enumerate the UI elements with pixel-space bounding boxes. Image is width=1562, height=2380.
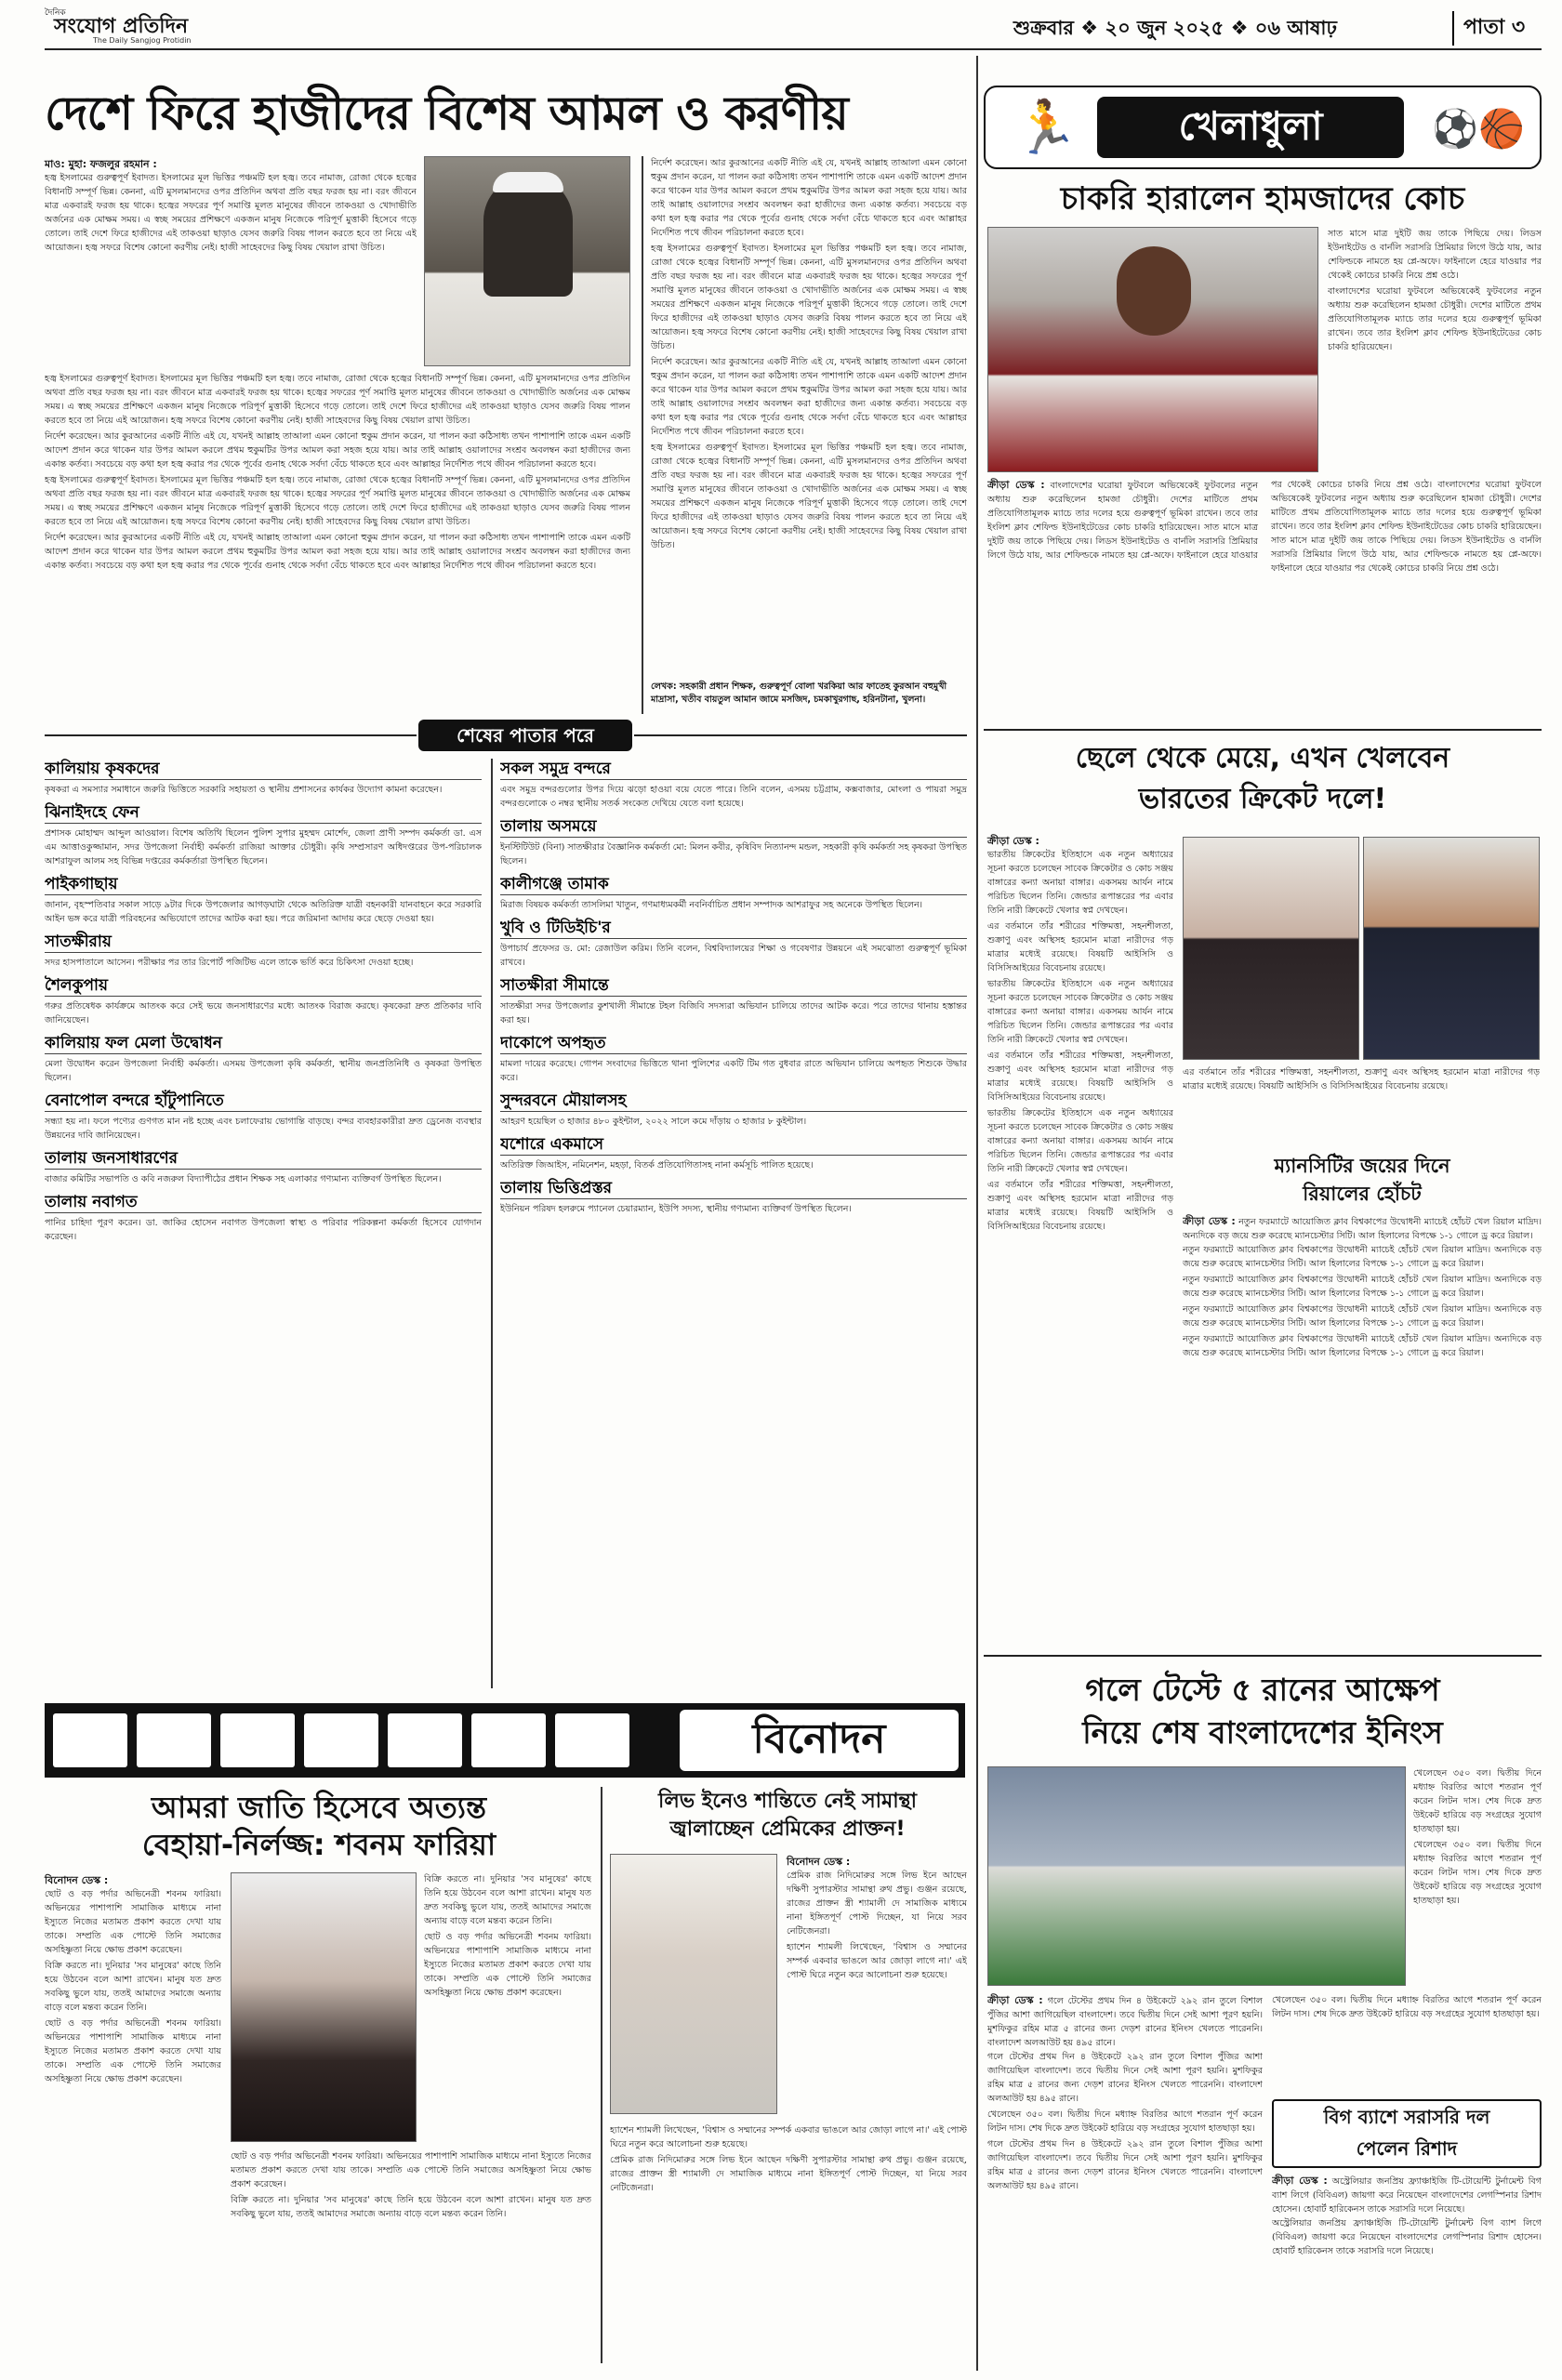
- lead-col2-text-4: হজ্ব ইসলামের গুরুত্বপূর্ণ ইবাদত। ইসলামের মূল ভিত্তির পঞ্চমটি হল হজ্ব। তবে নামাজ, রোজা থেকে হজ্বের বিধানটি সম্পূর্ণ ভিন্ন। কেননা, এটি মুসলমানদের ওপর প্রতিদিন অথবা প্রতি বছর ফরজ হয় না। বরং জীবনে মাত্র একবারই ফরজ হয় থাকে। হজ্বের সফরের পূর্ণ সমাপ্তি মূলত মানুষের জীবনে তাকওয়া ও খোদাভীতি অর্জনের এক মোক্ষম সময়। এ স্বচ্ছ সময়ের প্রশিক্ষণে একজন মানুষ নিজেকে পরিপূর্ণ মুত্তাকী হিসেবে গড়ে তোলে। তাই দেশে ফিরে হাজীদের এই তাকওয়া ছাড়াও যেসব জরুরি বিষয় পালন করতে হবে তা নিয়ে এই আয়োজন। হজ্ব সফরে বিশেষ কোনো করণীয় নেই। হাজী সাহেবদের কিছু বিষয় খেয়াল রাখা উচিত।: [651, 443, 967, 550]
- lead-column-1: [45, 171, 417, 366]
- sports-story1-headline: চাকরি হারালেন হামজাদের কোচ: [1060, 180, 1465, 218]
- lead-col2-text: নির্দেশ করেছেন। আর কুরআনের একটি নীতি এই যে, যখনই আল্লাহ তাআলা এমন কোনো হুকুম প্রদান করেন, যা পালন করা কঠিসাধ্য তখন পাশাপাশি তাকে এমন একটি আদেশ প্রদান করে থাকেন যার উপর আমল করলে প্রথম হুকুমটির উপর আমল করা সহজ হয়ে যায়। আর তাই আল্লাহ ওয়ালাদের সংশ্রব অবলম্বন করা হাজীদের জন্য একান্ত কর্তব্য। সবচেয়ে বড় কথা হল হজ্ব করার পর থেকে পূর্বের গুনাহ থেকে সর্বদা বেঁচে থাকতে হবে এবং আল্লাহর নির্দেশিত পথে জীবন পরিচালনা করতে হবে।: [651, 158, 967, 238]
- continued-item: [45, 1033, 482, 1085]
- sports-story5-headline-1: বিগ ব্যাশে সরাসরি দল: [1323, 2106, 1490, 2128]
- sports-story3-body: [1183, 1214, 1542, 1647]
- lead-column-2: [651, 156, 967, 677]
- ent-story1-text3-b: বিক্রি করতে না। দুনিয়ার 'সব মানুষের' কাছে তিনি হয়ে উঠবেন বলে আশা রাখেন। মানুষ যত দ্রুত সবকিছু ভুলে যায়, ততই আমাদের সমাজে অন্যায় বাড়ে বলে মন্তব্য করেন তিনি।: [231, 2195, 591, 2219]
- sports-story5-body: [1272, 2174, 1542, 2365]
- sports-story1-side: [1328, 227, 1542, 472]
- continued-item: [500, 975, 967, 1027]
- runner-icon: 🏃: [1013, 98, 1079, 158]
- entertainment-title: বিনোদন: [680, 1710, 959, 1771]
- ent-story1-text: ছোট ও বড় পর্দার অভিনেত্রী শবনম ফারিয়া। অভিনয়ের পাশাপাশি সামাজিক মাধ্যমে নানা ইস্যুতে নিজের মতামত প্রকাশ করতে দেখা যায় তাকে। সম্প্রতি এক পোস্টে তিনি সমাজের অসহিষ্ণুতা নিয়ে ক্ষোভ প্রকাশ করেছেন।: [45, 1889, 221, 1955]
- masthead-rule: [45, 48, 1542, 50]
- sports-story1-tag: ক্রীড়া ডেস্ক :: [987, 479, 1045, 491]
- coach-head: [1117, 246, 1191, 336]
- ent-story2-tag: বিনোদন ডেস্ক :: [787, 1856, 851, 1868]
- page-number: পাতা ৩: [1452, 11, 1525, 46]
- sports-rule-2: [984, 1655, 1542, 1657]
- continued-item-text: পানির চাহিদা পূরণ করেন। ডা. জাকির হোসেন নবাগত উপজেলা স্বাস্থ্য ও পরিবার পরিকল্পনা কর্মকর্তা হিসেবে যোগদান করেছেন।: [45, 1218, 482, 1242]
- continued-right-column: [500, 759, 967, 1688]
- lead-column-1-cont: [45, 372, 630, 688]
- sports-story1-text-d: সাত মাসে মাত্র দুইটি জয় তাকে পিছিয়ে দেয়। লিডস ইউনাইটেড ও বার্নলি সরাসরি প্রিমিয়ার লিগে উঠে যায়, আর শেফিল্ডকে নামতে হয় প্লে-অফে। ফাইনালে হেরে যাওয়ার পর থেকেই কোচের চাকরি নিয়ে প্রশ্ন ওঠে।: [1271, 536, 1542, 574]
- continued-item-text: সদর হাসপাতালে আসেন। পরীক্ষার পর তার রিপোর্ট পজিটিভ এলে তাকে ভর্তি করে চিকিৎসা দেওয়া হচ্ছে।: [45, 958, 414, 968]
- sports-story2-text-e: ভারতীয় ক্রিকেটের ইতিহাসে এক নতুন অধ্যায়ের সূচনা করতে চলেছেন সাবেক ক্রিকেটার ও কোচ সঞ্জয় বাঙ্গারের কন্যা অনায়া বাঙ্গার। একসময় আর্যন নামে পরিচিত ছিলেন তিনি। জেন্ডার রূপান্তরের পর এবার তিনি নারী ক্রিকেটে খেলার স্বপ্ন দেখছেন।: [987, 1108, 1173, 1174]
- ent-story1-headline-1: আমরা জাতি হিসেবে অত্যন্ত: [151, 1790, 487, 1825]
- sports-story2-text-c: ভারতীয় ক্রিকেটের ইতিহাসে এক নতুন অধ্যায়ের সূচনা করতে চলেছেন সাবেক ক্রিকেটার ও কোচ সঞ্জয় বাঙ্গারের কন্যা অনায়া বাঙ্গার। একসময় আর্যন নামে পরিচিত ছিলেন তিনি। জেন্ডার রূপান্তরের পর এবার তিনি নারী ক্রিকেটে খেলার স্বপ্ন দেখছেন।: [987, 979, 1173, 1045]
- continued-item-text: ইউনিয়ন পরিষদ হলরুমে প্যানেল চেয়ারম্যান, ইউপি সদস্য, স্থানীয় গণ্যমান্য ব্যক্তিবর্গ উপস্থিত ছিলেন।: [500, 1204, 852, 1214]
- ent-story1-headline-2: বেহায়া-নির্লজ্জ: শবনম ফারিয়া: [141, 1827, 496, 1862]
- ent-story2-text-b: হ্যাশেন শ্যামলী লিখেছেন, 'বিশ্বাস ও সম্মানের সম্পর্ক একবার ভাঙলে আর জোড়া লাগে না।' এই পোস্ট ঘিরে নতুন করে আলোচনা শুরু হয়েছে।: [787, 1942, 967, 1980]
- film-frame: [220, 1713, 295, 1767]
- sports-story3-tag: ক্রীড়া ডেস্ক :: [1183, 1215, 1236, 1227]
- continued-item-text: সন্ধ্যা হয় না। ফলে পণ্যের গুণগত মান নষ্ট হচ্ছে এবং চলাফেরায় ভোগান্তি বাড়ছে। বন্দর ব্যবহারকারীরা দ্রুত ড্রেনেজ ব্যবস্থার উন্নয়নের দাবি জানিয়েছেন।: [45, 1117, 482, 1141]
- continued-item-text: সাতক্ষীরা সদর উপজেলার কুশখালী সীমান্তে টহল বিজিবি সদস্যরা অভিযান চালিয়ে তাদের আটক করে। পরে তাদের থানায় হস্তান্তর করা হয়।: [500, 1001, 967, 1025]
- continued-item: [45, 759, 482, 797]
- continued-item-title: সাতক্ষীরায়: [45, 932, 482, 953]
- sports-rule-1: [984, 729, 1542, 731]
- continued-item-title: বেনাপোল বন্দরে হাঁটুপানিতে: [45, 1091, 482, 1112]
- continued-item-title: ঝিনাইদহে ফেন: [45, 802, 482, 824]
- ent-story1-col3: [231, 2149, 591, 2361]
- continued-item: [45, 874, 482, 926]
- sports-story2-side-text: এর বর্তমানে তাঁর শরীরের শক্তিমত্তা, সহনশীলতা, শুক্রাণু এবং অস্থিসহ হরমোন মাত্রা নারীদের গড় মাত্রার মধ্যেই রয়েছে। বিষয়টি আইসিসি ও বিসিসিআইয়ের বিবেচনায় রয়েছে।: [1183, 1067, 1540, 1091]
- ent-story1-text-3: ছোট ও বড় পর্দার অভিনেত্রী শবনম ফারিয়া। অভিনয়ের পাশাপাশি সামাজিক মাধ্যমে নানা ইস্যুতে নিজের মতামত প্রকাশ করতে দেখা যায় তাকে। সম্প্রতি এক পোস্টে তিনি সমাজের অসহিষ্ণুতা নিয়ে ক্ষোভ প্রকাশ করেছেন।: [45, 2018, 221, 2084]
- sports-story4-text: গলে টেস্টের প্রথম দিন ৪ উইকেটে ২৯২ রান তুলে বিশাল পুঁজির আশা জাগিয়েছিল বাংলাদেশ। তবে দ্বিতীয় দিনে সেই আশা পূরণ হয়নি। মুশফিকুর রহিম মাত্র ৫ রানের জন্য দেড়শ রানের ইনিংস খেলতে পারেননি। বাংলাদেশ অলআউট হয় ৪৯৫ রানে।: [987, 1996, 1263, 2048]
- continued-item-text: মামলা দায়ের করেছে। গোপন সংবাদের ভিত্তিতে থানা পুলিশের একটি টিম গত বুধবার রাতে অভিযান চালিয়ে অপহৃত শিশুকে উদ্ধার করে।: [500, 1059, 967, 1083]
- ent-story1-tag: বিনোদন ডেস্ক :: [45, 1874, 109, 1886]
- lead-col2-text-2: হজ্ব ইসলামের গুরুত্বপূর্ণ ইবাদত। ইসলামের মূল ভিত্তির পঞ্চমটি হল হজ্ব। তবে নামাজ, রোজা থেকে হজ্বের বিধানটি সম্পূর্ণ ভিন্ন। কেননা, এটি মুসলমানদের ওপর প্রতিদিন অথবা প্রতি বছর ফরজ হয় না। বরং জীবনে মাত্র একবারই ফরজ হয় থাকে। হজ্বের সফরের পূর্ণ সমাপ্তি মূলত মানুষের জীবনে তাকওয়া ও খোদাভীতি অর্জনের এক মোক্ষম সময়। এ স্বচ্ছ সময়ের প্রশিক্ষণে একজন মানুষ নিজেকে পরিপূর্ণ মুত্তাকী হিসেবে গড়ে তোলে। তাই দেশে ফিরে হাজীদের এই তাকওয়া ছাড়াও যেসব জরুরি বিষয় পালন করতে হবে তা নিয়ে এই আয়োজন। হজ্ব সফরে বিশেষ কোনো করণীয় নেই। হাজী সাহেবদের কিছু বিষয় খেয়াল রাখা উচিত।: [651, 244, 967, 351]
- lead-footer-credit: লেখক: সহকারী প্রধান শিক্ষক, গুরুত্বপূর্ণ বোলা খরকিয়া আর ফাতেহ কুরআন বহুমুখী মাদ্রাসা, খতীব বায়তুল আমান জামে মসজিদ, চমকাখুরগাছ, হরিনটানা, খুলনা।: [651, 681, 947, 705]
- paper-tagline: The Daily Sangjog Protidin: [93, 36, 192, 45]
- film-frame: [555, 1713, 629, 1767]
- main-column-divider: [976, 56, 978, 2371]
- sports-story4-text-d: গলে টেস্টের প্রথম দিন ৪ উইকেটে ২৯২ রান তুলে বিশাল পুঁজির আশা জাগিয়েছিল বাংলাদেশ। তবে দ্বিতীয় দিনে সেই আশা পূরণ হয়নি। মুশফিকুর রহিম মাত্র ৫ রানের জন্য দেড়শ রানের ইনিংস খেলতে পারেননি। বাংলাদেশ অলআউট হয় ৪৯৫ রানে।: [987, 2139, 1263, 2191]
- continued-item-title: দাকোপে অপহৃত: [500, 1033, 967, 1054]
- sports-story2-photo-right: [1363, 837, 1540, 1060]
- ent-story2-text2: হ্যাশেন শ্যামলী লিখেছেন, 'বিশ্বাস ও সম্মানের সম্পর্ক একবার ভাঙলে আর জোড়া লাগে না।' এই পোস্ট ঘিরে নতুন করে আলোচনা শুরু হয়েছে।: [610, 2125, 967, 2149]
- sports-section-title-box: [984, 86, 1542, 169]
- lead-headline: দেশে ফিরে হাজীদের বিশেষ আমল ও করণীয়: [45, 86, 848, 140]
- sports-story4-text-c: খেলেছেন ৩৫০ বল। দ্বিতীয় দিনে মধ্যাহ্ন বিরতির আগে শতরান পূর্ণ করেন লিটন দাস। শেষ দিকে দ্রুত উইকেট হারিয়ে বড় সংগ্রহের সুযোগ হাতছাড়া হয়।: [987, 2109, 1263, 2134]
- ent-story1-col2: [424, 1872, 591, 2151]
- sports-story1-side-text: সাত মাসে মাত্র দুইটি জয় তাকে পিছিয়ে দেয়। লিডস ইউনাইটেড ও বার্নলি সরাসরি প্রিমিয়ার লিগে উঠে যায়, আর শেফিল্ডকে নামতে হয় প্লে-অফে। ফাইনালে হেরে যাওয়ার পর থেকেই কোচের চাকরি নিয়ে প্রশ্ন ওঠে।: [1328, 229, 1542, 281]
- continued-item-title: তালায় ভিত্তিপ্রস্তর: [500, 1178, 967, 1199]
- continued-item: [45, 1192, 482, 1244]
- ent-story1-photo: [231, 1872, 417, 2142]
- sports-story4-col2: [1272, 1993, 1542, 2092]
- continued-item-text: মিরাজ বিষয়ক কর্মকর্তা তাসলিমা খাতুন, গণমাধ্যমকর্মী নবনির্বাচিত প্রধান সম্পাদক আশরাফুর সহ অনেকে উপস্থিত ছিলেন।: [500, 900, 923, 910]
- ent-story2-headline-2: জ্বালাচ্ছেন প্রেমিকের প্রাক্তন!: [669, 1818, 906, 1841]
- continued-column-divider: [491, 759, 493, 1688]
- cap-shape: [493, 172, 563, 192]
- lead-col1-cont-text: হজ্ব ইসলামের গুরুত্বপূর্ণ ইবাদত। ইসলামের মূল ভিত্তির পঞ্চমটি হল হজ্ব। তবে নামাজ, রোজা থেকে হজ্বের বিধানটি সম্পূর্ণ ভিন্ন। কেননা, এটি মুসলমানদের ওপর প্রতিদিন অথবা প্রতি বছর ফরজ হয় না। বরং জীবনে মাত্র একবারই ফরজ হয় থাকে। হজ্বের সফরের পূর্ণ সমাপ্তি মূলত মানুষের জীবনে তাকওয়া ও খোদাভীতি অর্জনের এক মোক্ষম সময়। এ স্বচ্ছ সময়ের প্রশিক্ষণে একজন মানুষ নিজেকে পরিপূর্ণ মুত্তাকী হিসেবে গড়ে তোলে। তাই দেশে ফিরে হাজীদের এই তাকওয়া ছাড়াও যেসব জরুরি বিষয় পালন করতে হবে তা নিয়ে এই আয়োজন। হজ্ব সফরে বিশেষ কোনো করণীয় নেই। হাজী সাহেবদের কিছু বিষয় খেয়াল রাখা উচিত।: [45, 374, 630, 426]
- continued-item: [500, 816, 967, 868]
- sports-story4-photo: [987, 1766, 1406, 1986]
- continued-item-text: কৃষকরা এ সমস্যার সমাধানে জরুরি ভিত্তিতে সরকারি সহায়তা ও স্থানীয় প্রশাসনের কার্যকর উদ্যোগ কামনা করেছেন।: [45, 785, 443, 795]
- sports-story4-tag: ক্রীড়া ডেস্ক :: [987, 1994, 1043, 2006]
- sports-story2-text-f: এর বর্তমানে তাঁর শরীরের শক্তিমত্তা, সহনশীলতা, শুক্রাণু এবং অস্থিসহ হরমোন মাত্রা নারীদের গড় মাত্রার মধ্যেই রয়েছে। বিষয়টি আইসিসি ও বিসিসিআইয়ের বিবেচনায় রয়েছে।: [987, 1180, 1173, 1232]
- paper-name: সংযোগ প্রতিদিন: [54, 15, 189, 38]
- continued-item-title: সাতক্ষীরা সীমান্তে: [500, 975, 967, 997]
- continued-item-title: তালায় জনসাধারণের: [45, 1148, 482, 1170]
- continued-item-title: শৈলকুপায়: [45, 975, 482, 997]
- sports-story2-headline-1: ছেলে থেকে মেয়ে, এখন খেলবেন: [1075, 742, 1450, 774]
- ent-story2-col1: [787, 1869, 967, 2120]
- sports-story4-side-text-b: খেলেছেন ৩৫০ বল। দ্বিতীয় দিনে মধ্যাহ্ন বিরতির আগে শতরান পূর্ণ করেন লিটন দাস। শেষ দিকে দ্রুত উইকেট হারিয়ে বড় সংগ্রহের সুযোগ হাতছাড়া হয়।: [1413, 1840, 1542, 1906]
- ent-divider: [601, 1787, 602, 2363]
- continued-item: [45, 1148, 482, 1186]
- sports-story4-side: [1413, 1766, 1542, 1986]
- film-frame: [137, 1713, 211, 1767]
- sports-story2-photo-left: [1183, 837, 1359, 1060]
- person-silhouette: [483, 176, 573, 297]
- continued-item-text: জানান, বৃহস্পতিবার সকাল সাড়ে ৯টার দিকে উপজেলার আগড়ঘাটা থেকে অতিরিক্ত যাত্রী বহনকারী যানবাহনে করে সরকারি আইন ভঙ্গ করে যাত্রী পরিবহনের অভিযোগে তাদের আটক করা হয়। পরে জরিমানা আদায় করে ছেড়ে দেওয়া হয়।: [45, 900, 482, 924]
- continued-item-text: আহরণ হয়েছিল ৩ হাজার ৪৮০ কুইন্টাল, ২০২২ সালে কমে দাঁড়ায় ৩ হাজার ৮ কুইন্টাল।: [500, 1117, 807, 1127]
- continued-item: [500, 1134, 967, 1172]
- continued-item-text: গরুর প্রতিষেধক কার্যক্রমে আতংক করে সেই ভয়ে জনসাধারণের মধ্যে আতংক বিরাজ করছে। কৃষকেরা দ্রুত প্রতিকার দাবি জানিয়েছেন।: [45, 1001, 482, 1025]
- sports-story2-text: ভারতীয় ক্রিকেটের ইতিহাসে এক নতুন অধ্যায়ের সূচনা করতে চলেছেন সাবেক ক্রিকেটার ও কোচ সঞ্জয় বাঙ্গারের কন্যা অনায়া বাঙ্গার। একসময় আর্যন নামে পরিচিত ছিলেন তিনি। জেন্ডার রূপান্তরের পর এবার তিনি নারী ক্রিকেটে খেলার স্বপ্ন দেখছেন।: [987, 850, 1173, 916]
- sports-story1-text: বাংলাদেশের ঘরোয়া ফুটবলে অভিষেকেই ফুটবলের নতুন অধ্যায় শুরু করেছিলেন হামজা চৌধুরী। দেশের মাটিতে প্রথম প্রতিযোগিতামূলক ম্যাচে তার দলের হয়ে গুরুত্বপূর্ণ ভূমিকা রাখেন। তবে তার ইংলিশ ক্লাব শেফিল্ড ইউনাইটেডের কোচ চাকরি হারিয়েছেন।: [987, 481, 1258, 533]
- ent-story2-headline-1: লিভ ইনেও শান্তিতে নেই সামান্থা: [658, 1790, 917, 1813]
- lead-column-divider: [642, 156, 643, 714]
- sports-story1-text-c: বাংলাদেশের ঘরোয়া ফুটবলে অভিষেকেই ফুটবলের নতুন অধ্যায় শুরু করেছিলেন হামজা চৌধুরী। দেশের মাটিতে প্রথম প্রতিযোগিতামূলক ম্যাচে তার দলের হয়ে গুরুত্বপূর্ণ ভূমিকা রাখেন। তবে তার ইংলিশ ক্লাব শেফিল্ড ইউনাইটেডের কোচ চাকরি হারিয়েছেন।: [1271, 480, 1542, 532]
- sports-story4-headline-1: গলে টেস্টে ৫ রানের আক্ষেপ: [1085, 1672, 1440, 1708]
- ent-story2-text2-b: প্রেমিক রাজ নিদিমোরুর সঙ্গে লিভ ইনে আছেন দক্ষিণী সুপারস্টার সামান্থা রুথ প্রভু। গুঞ্জন রয়েছে, রাজের প্রাক্তন স্ত্রী শ্যামালী দে সামাজিক মাধ্যমে নানা ইঙ্গিতপূর্ণ পোস্ট দিচ্ছেন, যা নিয়ে সরব নেটিজেনরা।: [610, 2155, 967, 2193]
- continued-item-title: কালীগঞ্জে তামাক: [500, 874, 967, 895]
- lead-col1-cont-text-2: নির্দেশ করেছেন। আর কুরআনের একটি নীতি এই যে, যখনই আল্লাহ তাআলা এমন কোনো হুকুম প্রদান করেন, যা পালন করা কঠিসাধ্য তখন পাশাপাশি তাকে এমন একটি আদেশ প্রদান করে থাকেন যার উপর আমল করলে প্রথম হুকুমটির উপর আমল করা সহজ হয়ে যায়। আর তাই আল্লাহ ওয়ালাদের সংশ্রব অবলম্বন করা হাজীদের জন্য একান্ত কর্তব্য। সবচেয়ে বড় কথা হল হজ্ব করার পর থেকে পূর্বের গুনাহ থেকে সর্বদা বেঁচে থাকতে হবে এবং আল্লাহর নির্দেশিত পথে জীবন পরিচালনা করতে হবে।: [45, 431, 630, 469]
- continued-item-text: অতিরিক্ত জিআইস, নমিনেশন, মহড়া, বিতর্ক প্রতিযোগিতাসহ নানা কর্মসূচি পালিত হয়েছে।: [500, 1160, 814, 1170]
- sports-story2-col1: [987, 848, 1173, 1647]
- sports-story2-headline-2: ভারতের ক্রিকেট দলে!: [1138, 783, 1387, 815]
- sports-story5-headline-2: পেলেন রিশাদ: [1356, 2137, 1458, 2160]
- ball-icons: ⚽🏀: [1432, 108, 1525, 151]
- paper-logo: [45, 6, 231, 46]
- continued-item: [500, 1178, 967, 1216]
- sports-story2-tag: ক্রীড়া ডেস্ক :: [987, 835, 1039, 847]
- sports-story2-text-b: এর বর্তমানে তাঁর শরীরের শক্তিমত্তা, সহনশীলতা, শুক্রাণু এবং অস্থিসহ হরমোন মাত্রা নারীদের গড় মাত্রার মধ্যেই রয়েছে। বিষয়টি আইসিসি ও বিসিসিআইয়ের বিবেচনায় রয়েছে।: [987, 921, 1173, 973]
- continued-item-title: পাইকগাছায়: [45, 874, 482, 895]
- lead-col1-text: হজ্ব ইসলামের গুরুত্বপূর্ণ ইবাদত। ইসলামের মূল ভিত্তির পঞ্চমটি হল হজ্ব। তবে নামাজ, রোজা থেকে হজ্বের বিধানটি সম্পূর্ণ ভিন্ন। কেননা, এটি মুসলমানদের ওপর প্রতিদিন অথবা প্রতি বছর ফরজ হয় না। বরং জীবনে মাত্র একবারই ফরজ হয় থাকে। হজ্বের সফরের পূর্ণ সমাপ্তি মূলত মানুষের জীবনে তাকওয়া ও খোদাভীতি অর্জনের এক মোক্ষম সময়। এ স্বচ্ছ সময়ের প্রশিক্ষণে একজন মানুষ নিজেকে পরিপূর্ণ মুত্তাকী হিসেবে গড়ে তোলে। তাই দেশে ফিরে হাজীদের এই তাকওয়া ছাড়াও যেসব জরুরি বিষয় পালন করতে হবে তা নিয়ে এই আয়োজন। হজ্ব সফরে বিশেষ কোনো করণীয় নেই। হাজী সাহেবদের কিছু বিষয় খেয়াল রাখা উচিত।: [45, 173, 417, 253]
- continued-item: [45, 932, 482, 970]
- continued-item-text: উপাচার্য প্রফেসর ড. মো: রেজাউল করিম। তিনি বলেন, বিশ্ববিদ্যালয়ের শিক্ষা ও গবেষণার উন্নয়নে এই সমঝোতা গুরুত্বপূর্ণ ভূমিকা রাখবে।: [500, 944, 967, 968]
- continued-item: [500, 874, 967, 912]
- sports-story3-text-d: নতুন ফরম্যাটে আয়োজিত ক্লাব বিশ্বকাপের উদ্বোধনী ম্যাচেই হোঁচট খেল রিয়াল মাদ্রিদ। অন্যদিকে বড় জয়ে শুরু করেছে ম্যানচেস্টার সিটি। আল হিলালের বিপক্ষে ১-১ গোলে ড্র করে রিয়াল।: [1183, 1304, 1542, 1329]
- ent-story2-col2: [610, 2123, 967, 2361]
- continued-rule-right: [634, 734, 967, 736]
- film-strip: [53, 1713, 629, 1767]
- sports-story3-headline-2: রিয়ালের হোঁচট: [1303, 1183, 1422, 1205]
- masthead: [0, 0, 1562, 52]
- film-frame: [53, 1713, 127, 1767]
- continued-item-title: তালায় নবাগত: [45, 1192, 482, 1213]
- sports-story5-text: অস্ট্রেলিয়ার জনপ্রিয় ফ্র্যাঞ্চাইজি টি-টোয়েন্টি টুর্নামেন্ট বিগ ব্যাশ লিগে (বিবিএল) জায়গা করে নিয়েছেন বাংলাদেশের লেগস্পিনার রিশাদ হোসেন। হোবার্ট হারিকেনস তাকে সরাসরি দলে নিয়েছে।: [1272, 2176, 1542, 2215]
- continued-item: [45, 802, 482, 868]
- sports-story5-text-b: অস্ট্রেলিয়ার জনপ্রিয় ফ্র্যাঞ্চাইজি টি-টোয়েন্টি টুর্নামেন্ট বিগ ব্যাশ লিগে (বিবিএল) জায়গা করে নিয়েছেন বাংলাদেশের লেগস্পিনার রিশাদ হোসেন। হোবার্ট হারিকেনস তাকে সরাসরি দলে নিয়েছে।: [1272, 2218, 1542, 2256]
- daily-label: দৈনিক: [45, 8, 66, 18]
- continued-rule-left: [45, 734, 417, 736]
- continued-item-title: তালায় অসময়ে: [500, 816, 967, 838]
- lead-byline: মাও: মুহা: ফজলুর রহমান :: [45, 158, 157, 170]
- sports-story1-body: [987, 478, 1542, 720]
- lead-col1-cont-text-4: নির্দেশ করেছেন। আর কুরআনের একটি নীতি এই যে, যখনই আল্লাহ তাআলা এমন কোনো হুকুম প্রদান করেন, যা পালন করা কঠিসাধ্য তখন পাশাপাশি তাকে এমন একটি আদেশ প্রদান করে থাকেন যার উপর আমল করলে প্রথম হুকুমটির উপর আমল করা সহজ হয়ে যায়। আর তাই আল্লাহ ওয়ালাদের সংশ্রব অবলম্বন করা হাজীদের জন্য একান্ত কর্তব্য। সবচেয়ে বড় কথা হল হজ্ব করার পর থেকে পূর্বের গুনাহ থেকে সর্বদা বেঁচে থাকতে হবে এবং আল্লাহর নির্দেশিত পথে জীবন পরিচালনা করতে হবে।: [45, 533, 630, 571]
- continued-item-title: সকল সমুদ্র বন্দরে: [500, 759, 967, 780]
- continued-item: [500, 918, 967, 970]
- sports-story4-col2-text: খেলেছেন ৩৫০ বল। দ্বিতীয় দিনে মধ্যাহ্ন বিরতির আগে শতরান পূর্ণ করেন লিটন দাস। শেষ দিকে দ্রুত উইকেট হারিয়ে বড় সংগ্রহের সুযোগ হাতছাড়া হয়।: [1272, 1995, 1542, 2019]
- continued-item: [45, 975, 482, 1027]
- ent-story1-text-2: বিক্রি করতে না। দুনিয়ার 'সব মানুষের' কাছে তিনি হয়ে উঠবেন বলে আশা রাখেন। মানুষ যত দ্রুত সবকিছু ভুলে যায়, ততই আমাদের সমাজে অন্যায় বাড়ে বলে মন্তব্য করেন তিনি।: [45, 1961, 221, 2013]
- continued-item-title: কালিয়ায় ফল মেলা উদ্বোধন: [45, 1033, 482, 1054]
- sports-story1-side-text-b: বাংলাদেশের ঘরোয়া ফুটবলে অভিষেকেই ফুটবলের নতুন অধ্যায় শুরু করেছিলেন হামজা চৌধুরী। দেশের মাটিতে প্রথম প্রতিযোগিতামূলক ম্যাচে তার দলের হয়ে গুরুত্বপূর্ণ ভূমিকা রাখেন। তবে তার ইংলিশ ক্লাব শেফিল্ড ইউনাইটেডের কোচ চাকরি হারিয়েছেন।: [1328, 286, 1542, 352]
- sports-story4-text-b: গলে টেস্টের প্রথম দিন ৪ উইকেটে ২৯২ রান তুলে বিশাল পুঁজির আশা জাগিয়েছিল বাংলাদেশ। তবে দ্বিতীয় দিনে সেই আশা পূরণ হয়নি। মুশফিকুর রহিম মাত্র ৫ রানের জন্য দেড়শ রানের ইনিংস খেলতে পারেননি। বাংলাদেশ অলআউট হয় ৪৯৫ রানে।: [987, 2052, 1263, 2104]
- film-frame: [388, 1713, 462, 1767]
- film-frame: [471, 1713, 546, 1767]
- ent-story1-text2-b: ছোট ও বড় পর্দার অভিনেত্রী শবনম ফারিয়া। অভিনয়ের পাশাপাশি সামাজিক মাধ্যমে নানা ইস্যুতে নিজের মতামত প্রকাশ করতে দেখা যায় তাকে। সম্প্রতি এক পোস্টে তিনি সমাজের অসহিষ্ণুতা নিয়ে ক্ষোভ প্রকাশ করেছেন।: [424, 1932, 591, 1998]
- lead-author-photo: [424, 156, 630, 366]
- sports-story5-headline-box: [1272, 2099, 1542, 2168]
- ent-story1-text3: ছোট ও বড় পর্দার অভিনেত্রী শবনম ফারিয়া। অভিনয়ের পাশাপাশি সামাজিক মাধ্যমে নানা ইস্যুতে নিজের মতামত প্রকাশ করতে দেখা যায় তাকে। সম্প্রতি এক পোস্টে তিনি সমাজের অসহিষ্ণুতা নিয়ে ক্ষোভ প্রকাশ করেছেন।: [231, 2151, 591, 2189]
- sports-section-title: খেলাধুলা: [1097, 97, 1404, 158]
- sports-story3-text: নতুন ফরম্যাটে আয়োজিত ক্লাব বিশ্বকাপের উদ্বোধনী ম্যাচেই হোঁচট খেল রিয়াল মাদ্রিদ। অন্যদিকে বড় জয়ে শুরু করেছে ম্যানচেস্টার সিটি। আল হিলালের বিপক্ষে ১-১ গোলে ড্র করে রিয়াল।: [1183, 1217, 1542, 1241]
- sports-story3-text-b: নতুন ফরম্যাটে আয়োজিত ক্লাব বিশ্বকাপের উদ্বোধনী ম্যাচেই হোঁচট খেল রিয়াল মাদ্রিদ। অন্যদিকে বড় জয়ে শুরু করেছে ম্যানচেস্টার সিটি। আল হিলালের বিপক্ষে ১-১ গোলে ড্র করে রিয়াল।: [1183, 1245, 1542, 1269]
- sports-story4-side-text: খেলেছেন ৩৫০ বল। দ্বিতীয় দিনে মধ্যাহ্ন বিরতির আগে শতরান পূর্ণ করেন লিটন দাস। শেষ দিকে দ্রুত উইকেট হারিয়ে বড় সংগ্রহের সুযোগ হাতছাড়া হয়।: [1413, 1768, 1542, 1834]
- continued-item: [500, 1091, 967, 1129]
- sports-story1-text-b: সাত মাসে মাত্র দুইটি জয় তাকে পিছিয়ে দেয়। লিডস ইউনাইটেড ও বার্নলি সরাসরি প্রিমিয়ার লিগে উঠে যায়, আর শেফিল্ডকে নামতে হয় প্লে-অফে। ফাইনালে হেরে যাওয়ার পর থেকেই কোচের চাকরি নিয়ে প্রশ্ন ওঠে।: [987, 480, 1433, 561]
- lead-col1-cont-text-3: হজ্ব ইসলামের গুরুত্বপূর্ণ ইবাদত। ইসলামের মূল ভিত্তির পঞ্চমটি হল হজ্ব। তবে নামাজ, রোজা থেকে হজ্বের বিধানটি সম্পূর্ণ ভিন্ন। কেননা, এটি মুসলমানদের ওপর প্রতিদিন অথবা প্রতি বছর ফরজ হয় না। বরং জীবনে মাত্র একবারই ফরজ হয় থাকে। হজ্বের সফরের পূর্ণ সমাপ্তি মূলত মানুষের জীবনে তাকওয়া ও খোদাভীতি অর্জনের এক মোক্ষম সময়। এ স্বচ্ছ সময়ের প্রশিক্ষণে একজন মানুষ নিজেকে পরিপূর্ণ মুত্তাকী হিসেবে গড়ে তোলে। তাই দেশে ফিরে হাজীদের এই তাকওয়া ছাড়াও যেসব জরুরি বিষয় পালন করতে হবে তা নিয়ে এই আয়োজন। হজ্ব সফরে বিশেষ কোনো করণীয় নেই। হাজী সাহেবদের কিছু বিষয় খেয়াল রাখা উচিত।: [45, 475, 630, 527]
- sports-story2-text-d: এর বর্তমানে তাঁর শরীরের শক্তিমত্তা, সহনশীলতা, শুক্রাণু এবং অস্থিসহ হরমোন মাত্রা নারীদের গড় মাত্রার মধ্যেই রয়েছে। বিষয়টি আইসিসি ও বিসিসিআইয়ের বিবেচনায় রয়েছে।: [987, 1051, 1173, 1103]
- continued-item-title: সুন্দরবনে মৌয়ালসহ: [500, 1091, 967, 1112]
- sports-story3-text-e: নতুন ফরম্যাটে আয়োজিত ক্লাব বিশ্বকাপের উদ্বোধনী ম্যাচেই হোঁচট খেল রিয়াল মাদ্রিদ। অন্যদিকে বড় জয়ে শুরু করেছে ম্যানচেস্টার সিটি। আল হিলালের বিপক্ষে ১-১ গোলে ড্র করে রিয়াল।: [1183, 1334, 1542, 1358]
- continued-item-text: ইনস্টিটিউট (বিনা) সাতক্ষীরার বৈজ্ঞানিক কর্মকর্তা মো: মিলন কবীর, কৃষিবিদ নিত্যানন্দ মন্ডল, সহকারী কৃষি কর্মকর্তা সহ কৃষকরা উপস্থিত ছিলেন।: [500, 842, 967, 866]
- continued-item-text: এবং সমুদ্র বন্দরগুলোর উপর দিয়ে ঝড়ো হাওয়া বয়ে যেতে পারে। তিনি বলেন, এসময় চট্টগ্রাম, কক্সবাজার, মোংলা ও পায়রা সমুদ্র বন্দরগুলোকে ৩ নম্বর স্থানীয় সতর্ক সংকেত দেখিয়ে যেতে বলা হয়েছে।: [500, 785, 967, 809]
- continued-left-column: [45, 759, 482, 1688]
- continued-item-title: কালিয়ায় কৃষকদের: [45, 759, 482, 780]
- ent-story1-col1: [45, 1887, 221, 2361]
- continued-item: [500, 1033, 967, 1085]
- continued-banner: শেষের পাতার পরে: [418, 720, 632, 751]
- continued-item-text: মেলা উদ্বোধন করেন উপজেলা নির্বাহী কর্মকর্তা। এসময় উপজেলা কৃষি কর্মকর্তা, স্থানীয় জনপ্রতিনিধি ও কৃষকরা উপস্থিত ছিলেন।: [45, 1059, 482, 1083]
- sports-story4-body: [987, 1993, 1263, 2365]
- sports-story2-side: [1183, 1065, 1540, 1149]
- continued-item: [500, 759, 967, 811]
- sports-story3-text-c: নতুন ফরম্যাটে আয়োজিত ক্লাব বিশ্বকাপের উদ্বোধনী ম্যাচেই হোঁচট খেল রিয়াল মাদ্রিদ। অন্যদিকে বড় জয়ে শুরু করেছে ম্যানচেস্টার সিটি। আল হিলালের বিপক্ষে ১-১ গোলে ড্র করে রিয়াল।: [1183, 1275, 1542, 1299]
- continued-item-text: প্রশাসক মোহাম্মদ আব্দুল আওয়াল। বিশেষ অতিথি ছিলেন পুলিশ সুপার মুহম্মদ মোর্শেদ, জেলা প্রাণী সম্পদ কর্মকর্তা ডা. এস এম আত্তাওকুজ্জামান, সদর উপজেলা নির্বাহী কর্মকর্তা রাজিয়া আক্তার চৌধুরী। কৃষি সম্প্রসারণ অধিদপ্তরের উপ-পরিচালক আশরাফুল আলম সহ বিভিন্ন দপ্তরের কর্মকর্তারা উপস্থিত ছিলেন।: [45, 828, 482, 866]
- sports-story1-photo: [987, 227, 1318, 472]
- sports-story4-headline-2: নিয়ে শেষ বাংলাদেশের ইনিংস: [1082, 1714, 1443, 1751]
- continued-item: [45, 1091, 482, 1143]
- date-line: শুক্রবার ❖ ২০ জুন ২০২৫ ❖ ০৬ আষাঢ়: [1013, 17, 1337, 39]
- entertainment-banner: [45, 1703, 965, 1778]
- sports-story3-headline-1: ম্যানসিটির জয়ের দিনে: [1274, 1155, 1450, 1177]
- continued-item-title: খুবি ও টিডিইচি'র: [500, 918, 967, 939]
- sports-story5-tag: ক্রীড়া ডেস্ক :: [1272, 2175, 1328, 2187]
- ent-story1-text2: বিক্রি করতে না। দুনিয়ার 'সব মানুষের' কাছে তিনি হয়ে উঠবেন বলে আশা রাখেন। মানুষ যত দ্রুত সবকিছু ভুলে যায়, ততই আমাদের সমাজে অন্যায় বাড়ে বলে মন্তব্য করেন তিনি।: [424, 1874, 591, 1926]
- lead-col2-text-3: নির্দেশ করেছেন। আর কুরআনের একটি নীতি এই যে, যখনই আল্লাহ তাআলা এমন কোনো হুকুম প্রদান করেন, যা পালন করা কঠিসাধ্য তখন পাশাপাশি তাকে এমন একটি আদেশ প্রদান করে থাকেন যার উপর আমল করলে প্রথম হুকুমটির উপর আমল করা সহজ হয়ে যায়। আর তাই আল্লাহ ওয়ালাদের সংশ্রব অবলম্বন করা হাজীদের জন্য একান্ত কর্তব্য। সবচেয়ে বড় কথা হল হজ্ব করার পর থেকে পূর্বের গুনাহ থেকে সর্বদা বেঁচে থাকতে হবে এবং আল্লাহর নির্দেশিত পথে জীবন পরিচালনা করতে হবে।: [651, 357, 967, 437]
- ent-story2-text: প্রেমিক রাজ নিদিমোরুর সঙ্গে লিভ ইনে আছেন দক্ষিণী সুপারস্টার সামান্থা রুথ প্রভু। গুঞ্জন রয়েছে, রাজের প্রাক্তন স্ত্রী শ্যামালী দে সামাজিক মাধ্যমে নানা ইঙ্গিতপূর্ণ পোস্ট দিচ্ছেন, যা নিয়ে সরব নেটিজেনরা।: [787, 1871, 967, 1937]
- continued-item-text: বাজার কমিটির সভাপতি ও কবি নজরুল বিদ্যাপীঠের প্রধান শিক্ষক সহ এলাকার গণ্যমান্য ব্যক্তিবর্গ উপস্থিত ছিলেন।: [45, 1174, 442, 1184]
- ent-story2-photo: [610, 1854, 777, 2114]
- continued-item-title: যশোরে একমাসে: [500, 1134, 967, 1156]
- film-frame: [304, 1713, 378, 1767]
